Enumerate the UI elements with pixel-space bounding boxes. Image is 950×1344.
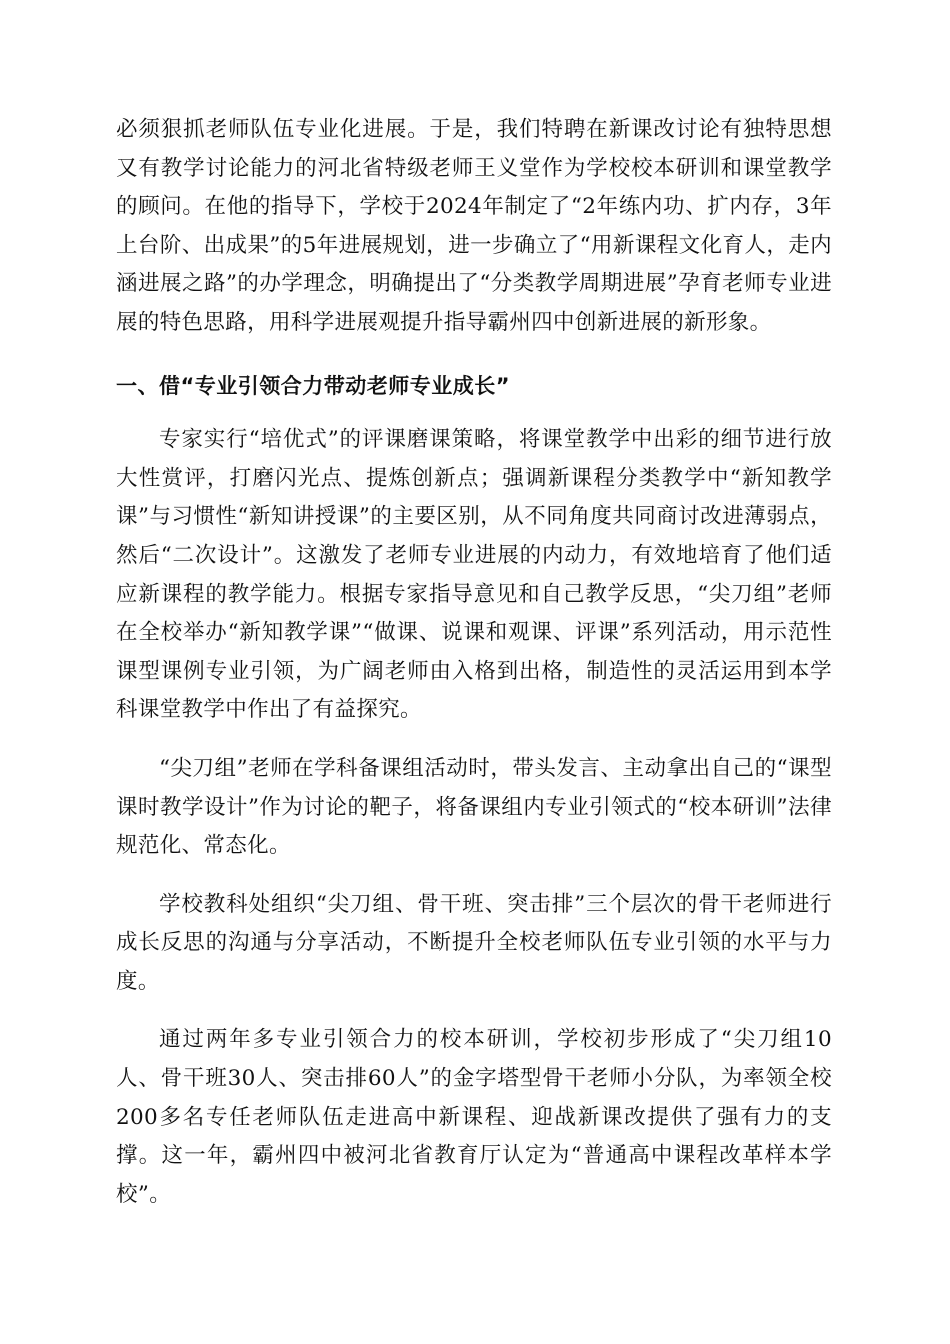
body-paragraph-4: 通过两年多专业引领合力的校本研训，学校初步形成了“尖刀组10人、骨干班30人、突击排60人”的金字塔型骨干老师小分队，为率领全校200多名专任老师队伍走进高中新课程、迎战新课改提供了强有力的支撑。这一年，霸州四中被河北省教育厅认定为“普通高中课程改革样本学校”。 [116, 1027, 832, 1207]
intro-paragraph: 必须狠抓老师队伍专业化进展。于是，我们特聘在新课改讨论有独特思想又有教学讨论能力的河北省特级老师王义堂作为学校校本研训和课堂教学的顾问。在他的指导下，学校于2024年制定了“2年练内功、扩内存，3年上台阶、出成果”的5年进展规划，进一步确立了“用新课程文化育人，走内涵进展之路”的办学理念，明确提出了“分类教学周期进展”孕育老师专业进展的特色思路，用科学进展观提升指导霸州四中创新进展的新形象。 [116, 117, 832, 335]
body-paragraph-1: 专家实行“培优式”的评课磨课策略，将课堂教学中出彩的细节进行放大性赏评，打磨闪光点、提炼创新点；强调新课程分类教学中“新知教学课”与习惯性“新知讲授课”的主要区别，从不同角度共同商讨改进薄弱点，然后“二次设计”。这激发了老师专业进展的内动力，有效地培育了他们适应新课程的教学能力。根据专家指导意见和自己教学反思，“尖刀组”老师在全校举办“新知教学课”“做课、说课和观课、评课”系列活动，用示范性课型课例专业引领，为广阔老师由入格到出格，制造性的灵活运用到本学科课堂教学中作出了有益探究。 [116, 427, 832, 723]
body-paragraph-3: 学校教科处组织“尖刀组、骨干班、突击排”三个层次的骨干老师进行成长反思的沟通与分享活动，不断提升全校老师队伍专业引领的水平与力度。 [116, 891, 832, 994]
body-paragraph-2: “尖刀组”老师在学科备课组活动时，带头发言、主动拿出自己的“课型课时教学设计”作为讨论的靶子，将备课组内专业引领式的“校本研训”法律规范化、常态化。 [116, 755, 832, 859]
document-body [116, 111, 832, 1214]
section-heading: 一、借“专业引领合力带动老师专业成长” [116, 373, 511, 398]
